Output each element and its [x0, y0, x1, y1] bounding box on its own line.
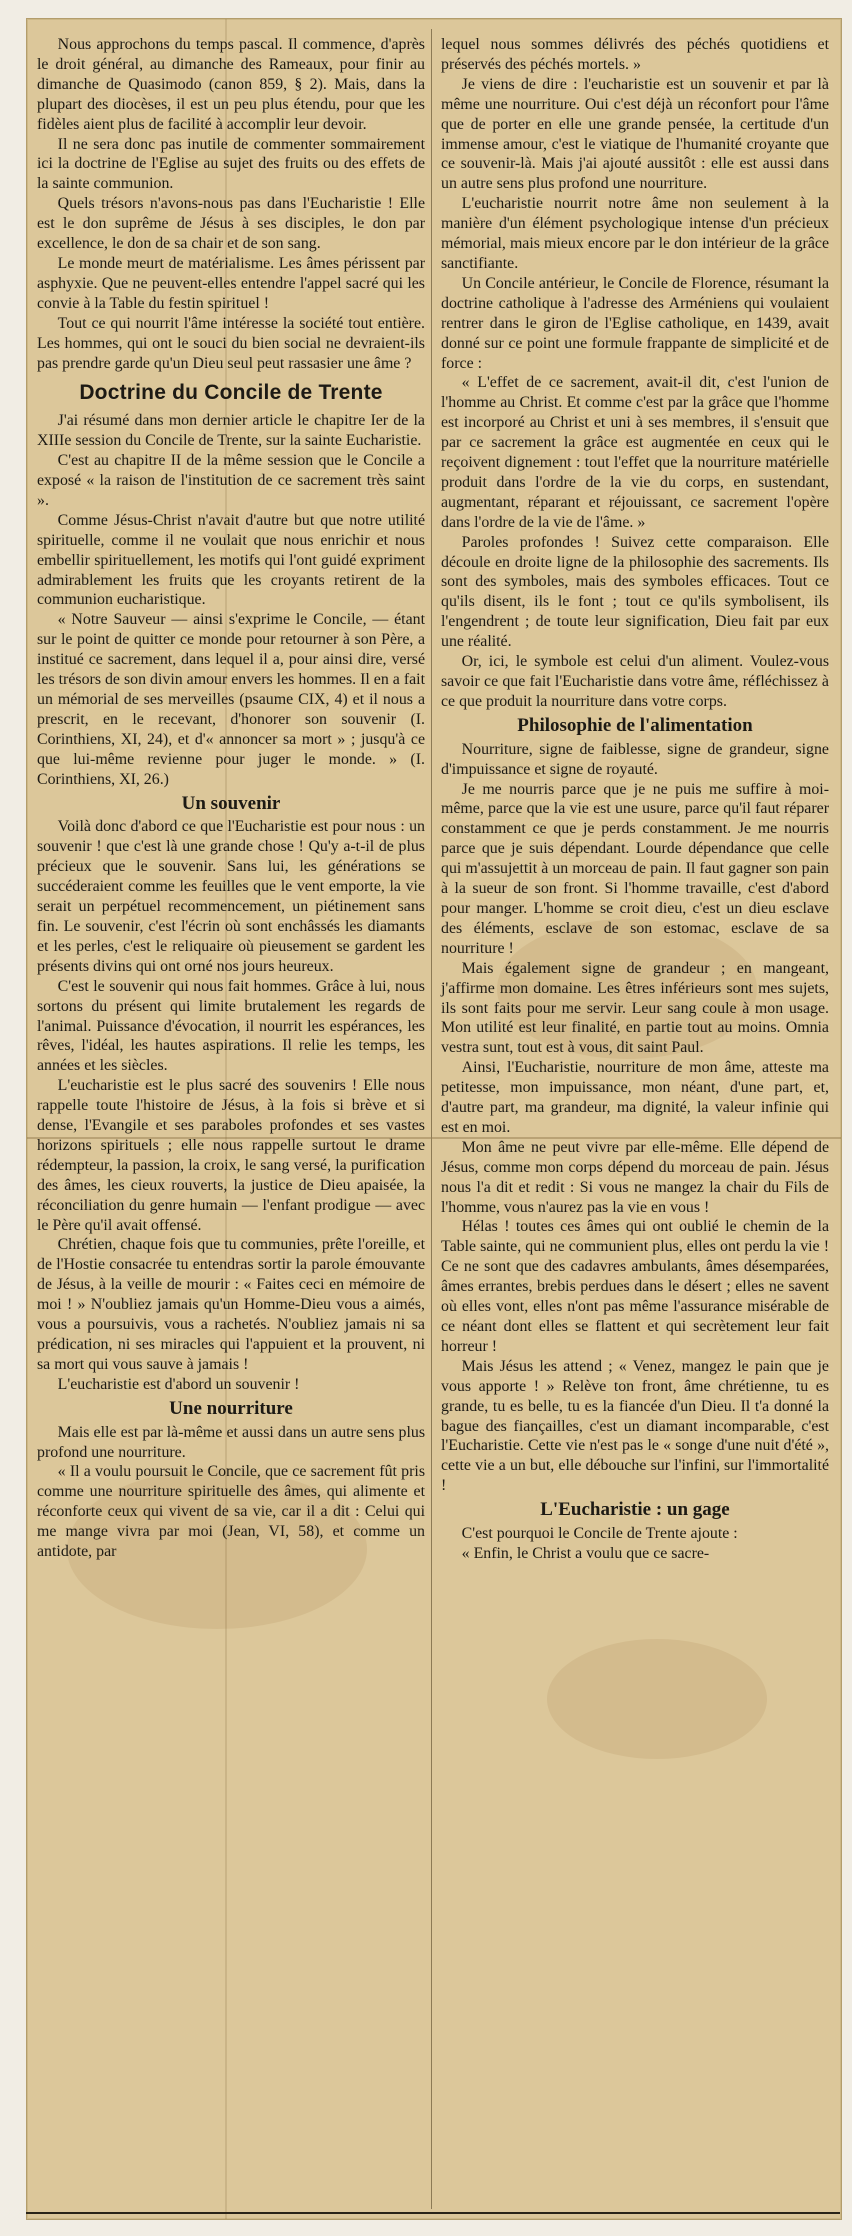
column-rule: [431, 29, 432, 2209]
right-column: [441, 35, 829, 1564]
paragraph: Voilà donc d'abord ce que l'Eucharistie est pour nous : un souvenir ! que c'est là une grande chose ! Qu'y a-t-il de plus précieux que le souvenir. Sans lui, les générations se succéderaient comme les feuilles que le vent emporte, la vie serait un perpétuel recommencement, un piétinement sans fin. Le souvenir, c'est l'écrin où sont enchâssés les diamants et les perles, c'est le reliquaire où pieusement se gardent les présents divins qui ont orné nos jours heureux.: [37, 818, 425, 975]
paragraph: Or, ici, le symbole est celui d'un aliment. Voulez-vous savoir ce que fait l'Eucharistie dans votre âme, réfléchissez à ce que produit la nourriture dans votre corps.: [441, 653, 829, 710]
paragraph: Tout ce qui nourrit l'âme intéresse la société tout entière. Les hommes, qui ont le souci du bien social ne devraient-ils pas prendre garde qu'un Dieu seul peut rassasier une âme ?: [37, 314, 425, 372]
paragraph: Nourriture, signe de faiblesse, signe de grandeur, signe d'impuissance et signe de royauté.: [441, 740, 829, 778]
paragraph: Mon âme ne peut vivre par elle-même. Elle dépend de Jésus, comme mon corps dépend du morceau de pain. Jésus nous l'a dit et redit : Si vous ne mangez la chair du Fils de l'homme, vous n'aurez pas la vie en vous !: [441, 1138, 829, 1216]
paragraph: Je viens de dire : l'eucharistie est un souvenir et par là même une nourriture. Oui c'est déjà un réconfort pour l'âme que de porter en elle une grande pensée, la certitude d'un immense amour, c'est le viatique de l'humanité croyante que ce souvenir-là. Mais j'ai ajouté aussitôt : elle est aussi dans un autre sens plus profond une nourriture.: [441, 75, 829, 193]
section-heading: L'Eucharistie : un gage: [540, 1499, 730, 1521]
left-column: [37, 35, 425, 1562]
paragraph: Mais elle est par là-même et aussi dans un autre sens plus profond une nourriture.: [37, 1423, 425, 1461]
paragraph: Comme Jésus-Christ n'avait d'autre but que notre utilité spirituelle, comme il ne voulait que nous enrichir et nous embellir spirituellement, les motifs qui l'ont guidé expriment admirablement les fruits que les croyants retirent de la communion eucharistique.: [37, 511, 425, 609]
paragraph: lequel nous sommes délivrés des péchés quotidiens et préservés des péchés mortels. »: [441, 36, 829, 73]
paragraph: « Enfin, le Christ a voulu que ce sacre-: [461, 1544, 710, 1562]
paragraph: « Notre Sauveur — ainsi s'exprime le Concile, — étant sur le point de quitter ce monde pour retourner à son Père, a institué ce sacrement, dans lequel il a, pour ainsi dire, versé les trésors de son divin amour envers les hommes. Il en a fait un mémorial de ses merveilles (psaume CIX, 4) et il nous a prescrit, en le recevant, d'honorer son souvenir (I. Corinthiens, XI, 24), et d'« annoncer sa mort » ; jusqu'à ce que lui-même revienne pour juger le monde. » (I. Corinthiens, XI, 26.): [37, 611, 425, 788]
paragraph: L'eucharistie nourrit notre âme non seulement à la manière d'un élément psychologique intense d'un précieux mémorial, mais mieux encore par le don intérieur de la grâce sanctifiante.: [441, 195, 829, 272]
paragraph: C'est au chapitre II de la même session que le Concile a exposé « la raison de l'institution de ce sacrement très saint ».: [37, 452, 425, 509]
paragraph: Mais également signe de grandeur ; en mangeant, j'affirme mon domaine. Les êtres inférieurs sont mes sujets, ils sont faits pour me servir. Leur sang coule à mon usage. Mon utilité est leur finalité, en partie tout au moins. Omnia vestra sunt, tout est à vous, dit saint Paul.: [441, 959, 829, 1057]
paragraph: Quels trésors n'avons-nous pas dans l'Eucharistie ! Elle est le don suprême de Jésus à ses disciples, le don par excellence, le don de sa chair et de son sang.: [37, 195, 425, 253]
stain: [547, 1639, 767, 1759]
section-heading: Un souvenir: [181, 792, 281, 814]
section-heading: Philosophie de l'alimentation: [517, 714, 753, 736]
paragraph: Chrétien, chaque fois que tu communies, prête l'oreille, et de l'Hostie consacrée tu entendras sortir la parole émouvante de Jésus, à la veille de mourir : « Faites ceci en mémoire de moi ! » N'oubliez jamais qu'un Homme-Dieu vous a aimés, vous a poursuivis, vous a rachetés. N'oubliez jamais ni sa prédication, ni ses miracles qui l'appuient et la prouvent, ni sa mort qui vous sauve à jamais !: [37, 1236, 425, 1373]
paragraph: Mais Jésus les attend ; « Venez, mangez le pain que je vous apporte ! » Relève ton front, âme chrétienne, tu es grande, tu es belle, tu es la fiancée d'un Dieu. Il t'a donné la bague des fiançailles, c'est un diamant incomparable, c'est l'Eucharistie. Cette vie n'est pas le « songe d'une nuit d'été », cette vie a un but, elle débouche sur l'infini, sur l'immortalité !: [441, 1357, 829, 1495]
paragraph: « Il a voulu poursuit le Concile, que ce sacrement fût pris comme une nourriture spirituelle des âmes, qui alimente et réconforte ceux qui vivent de sa vie, car il a dit : Celui qui me mange vivra par moi (Jean, VI, 58), et comme un antidote, par: [37, 1463, 425, 1561]
paragraph: Paroles profondes ! Suivez cette comparaison. Elle découle en droite ligne de la philosophie des sacrements. Ils sont des symboles, mais des symboles efficaces. Tout ce qu'ils disent, ils le font ; tout ce qu'ils symbolisent, ils l'engendrent ; de toute leur signification, Dieu fait par eux une réalité.: [441, 533, 829, 651]
paragraph: Hélas ! toutes ces âmes qui ont oublié le chemin de la Table sainte, qui ne communient plus, elles ont perdu la vie ! Ce ne sont que des cadavres ambulants, âmes désemparées, âmes errantes, brebis perdues dans le désert ; elles ne savent où elles vont, elles n'ont pas même l'assurance misérable de ce néant dont elles se flattent et qui secrètement leur fait horreur !: [441, 1218, 829, 1355]
paragraph: « L'effet de ce sacrement, avait-il dit, c'est l'union de l'homme au Christ. Et comme c'est par la grâce que l'homme est incorporé au Christ et uni à ses membres, il s'ensuit que par ce sacrement la grâce est augmentée en ceux qui le reçoivent dignement : tout l'effet que la nourriture matérielle produit dans l'ordre de la vie du corps, en sustendant, augmentant, réparant et réjouissant, ce sacrement l'opère dans l'ordre de la vie de l'âme. »: [441, 374, 829, 531]
paragraph: J'ai résumé dans mon dernier article le chapitre Ier de la XIIIe session du Concile de Trente, sur la sainte Eucharistie.: [37, 412, 425, 450]
newspaper-clipping: [26, 18, 842, 2220]
section-heading: Doctrine du Concile de Trente: [79, 381, 383, 405]
paragraph: Un Concile antérieur, le Concile de Florence, résumant la doctrine catholique à l'adresse des Arméniens qui voulaient rentrer dans le giron de l'Eglise catholique, en 1439, avait donné sur ce point une formule frappante de simplicité et de force :: [441, 274, 829, 372]
paragraph: Ainsi, l'Eucharistie, nourriture de mon âme, atteste ma petitesse, mon impuissance, mon néant, d'une part, et, d'autre part, ma grandeur, ma dignité, la valeur infinie qui est en moi.: [441, 1059, 829, 1136]
paragraph: L'eucharistie est d'abord un souvenir !: [57, 1375, 300, 1393]
paragraph: C'est le souvenir qui nous fait hommes. Grâce à lui, nous sortons du présent qui limite brutalement les regards de l'animal. Puissance d'évocation, il nourrit les espérances, les rêves, l'idéal, les hautes aspirations. Il relie les temps, les années et les siècles.: [37, 977, 425, 1075]
paragraph: Je me nourris parce que je ne puis me suffire à moi-même, parce que la vie est une usure, parce qu'il faut réparer constamment ce que je perds constamment. Je me nourris parce que je suis dépendant. Lourde dépendance que celle qui m'assujettit à un morceau de pain. Il faut gagner son pain à la sueur de son front. Si l'homme travaille, c'est d'abord pour manger. L'homme se croit dieu, c'est un dieu esclave des éléments, esclave de son estomac, esclave de sa nourriture !: [441, 780, 829, 957]
paragraph: Il ne sera donc pas inutile de commenter sommairement ici la doctrine de l'Eglise au sujet des fruits ou des effets de la sainte communion.: [37, 135, 425, 193]
bottom-rule: [26, 2212, 840, 2218]
paragraph: C'est pourquoi le Concile de Trente ajoute :: [461, 1525, 738, 1543]
paragraph: Nous approchons du temps pascal. Il commence, d'après le droit général, au dimanche des Rameaux, pour finir au dimanche de Quasimodo (canon 859, § 2). Mais, dans la plupart des diocèses, il est un peu plus étendu, pour que les fidèles aient plus de facilité à accomplir leur devoir.: [37, 36, 425, 133]
paragraph: Le monde meurt de matérialisme. Les âmes périssent par asphyxie. Que ne peuvent-elles entendre l'appel sacré qui les convie à la Table du festin spirituel !: [37, 254, 425, 312]
section-heading: Une nourriture: [169, 1397, 293, 1419]
paragraph: L'eucharistie est le plus sacré des souvenirs ! Elle nous rappelle toute l'histoire de Jésus, à la fois si brève et si dense, l'Evangile et ses paraboles profondes et ses vastes horizons spirituels ; elle nous rappelle surtout le drame rédempteur, la passion, la croix, le sang versé, la purification des âmes, les cieux rouverts, la justice de Dieu apaisée, la réconciliation du genre humain — l'enfant prodigue — avec le Père qu'il avait offensé.: [37, 1077, 425, 1234]
